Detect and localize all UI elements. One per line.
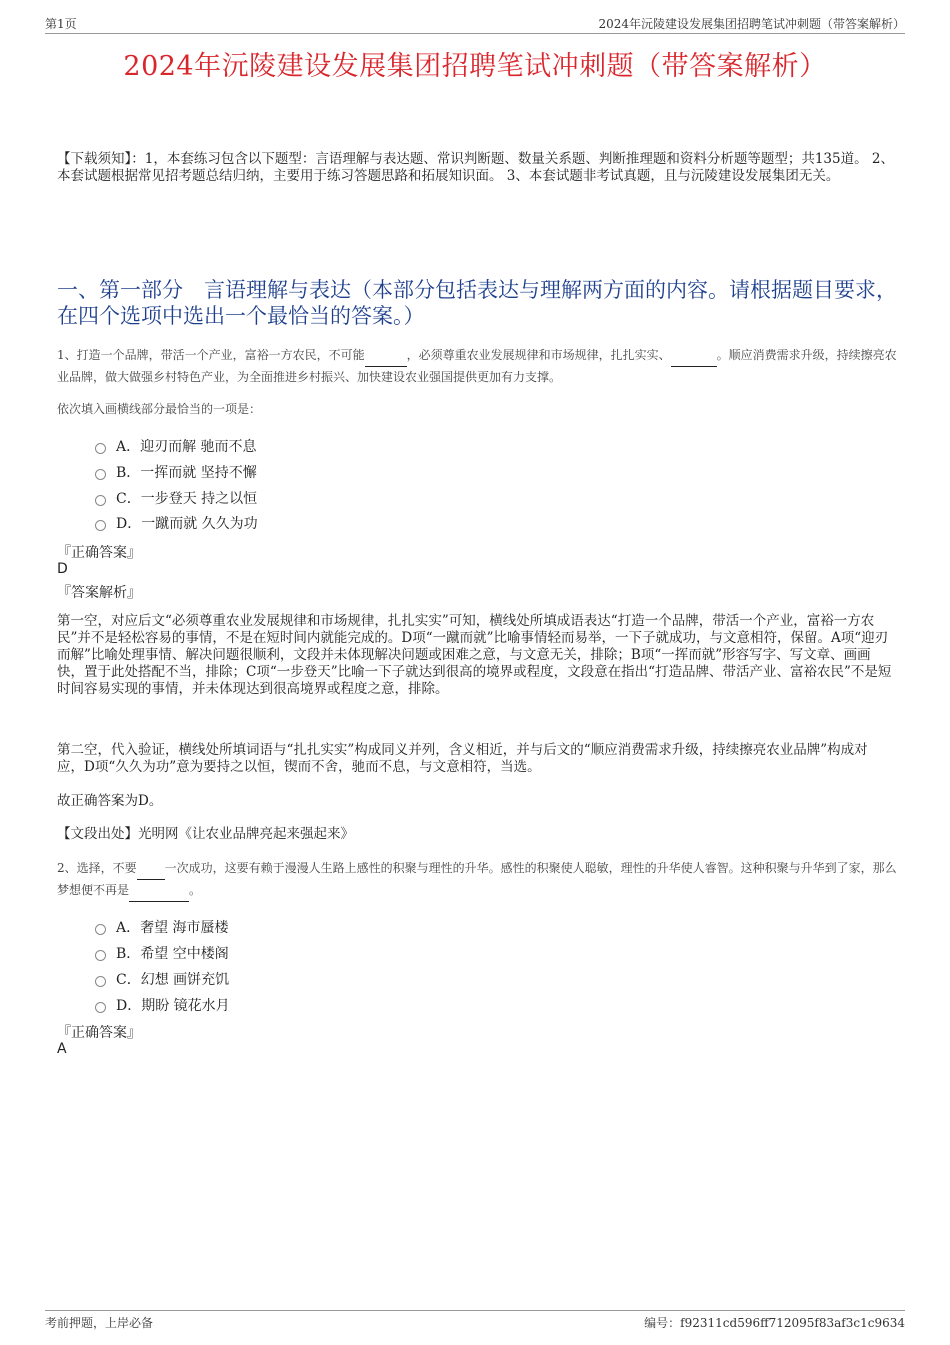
radio-icon[interactable] [95, 520, 106, 531]
q2-option-a[interactable] [95, 917, 229, 937]
option-label: C．一步登天 持之以恒 [116, 491, 258, 507]
document-id: 编号：f92311cd596ff712095f83af3c1c9634 [644, 1316, 905, 1330]
q2-option-c[interactable] [95, 969, 229, 989]
q2-blank-1 [137, 858, 165, 880]
radio-icon[interactable] [95, 976, 106, 987]
option-label: A．奢望 海市蜃楼 [116, 920, 229, 936]
document-title: 2024年沅陵建设发展集团招聘笔试冲刺题（带答案解析） [123, 51, 827, 82]
q1-analysis-paragraph-1: 第一空，对应后文“必须尊重农业发展规律和市场规律，扎扎实实”可知，横线处所填成语表达“打造一个品牌，带活一个产业，富裕一方农民”并不是轻松容易的事情，不是在短时间内就能完成的。D项“一蹴而就”比喻事情轻而易举，一下子就成功，与文意相符，保留。A项“迎刃而解”比喻处理事情、解决问题很顺利，文段并未体现解决问题或困难之意，与文意无关，排除；B项“一挥而就”形容写字、写文章、画画快，置于此处搭配不当，排除；C项“一步登天”比喻一下子就达到很高的境界或程度，文段意在指出“打造品牌、带活产业、富裕农民”不是短时间容易实现的事情，并未体现达到很高境界或程度之意，排除。 [57, 613, 892, 697]
download-notice: 【下载须知】：1，本套练习包含以下题型：言语理解与表达题、常识判断题、数量关系题、判断推理题和资料分析题等题型；共135道。 2、本套试题根据常见招考题总结归纳，主要用于练习答题思路和拓展知识面。 3、本套试题非考试真题，且与沅陵建设发展集团无关。 [57, 151, 894, 184]
q1-source: 【文段出处】光明网《让农业品牌亮起来强起来》 [57, 826, 354, 842]
q1-blank-1 [365, 345, 407, 367]
q1-analysis-label: 『答案解析』 [57, 585, 141, 601]
q2-blank-2 [129, 880, 189, 902]
q1-conclusion: 故正确答案为D。 [57, 793, 163, 809]
q1-stem-part-b: ，必须尊重农业发展规律和市场规律，扎扎实实、 [406, 348, 671, 362]
q1-option-a[interactable] [95, 436, 257, 456]
q1-option-b[interactable] [95, 462, 257, 482]
q1-analysis-paragraph-2: 第二空，代入验证，横线处所填词语与“扎扎实实”构成同义并列，含义相近，并与后文的“顺应消费需求升级，持续擦亮农业品牌”构成对应，D项“久久为功”意为要持之以恒，锲而不舍，驰而不息，与文意相符，当选。 [57, 742, 868, 775]
option-label: B．一挥而就 坚持不懈 [116, 465, 257, 481]
q2-option-d[interactable] [95, 995, 230, 1015]
header-divider [45, 33, 905, 34]
footer-slogan: 考前押题，上岸必备 [45, 1316, 154, 1330]
header-title: 2024年沅陵建设发展集团招聘笔试冲刺题（带答案解析） [598, 17, 905, 31]
section-heading: 一、第一部分 言语理解与表达（本部分包括表达与理解两方面的内容。请根据题目要求，在四个选项中选出一个最恰当的答案。） [57, 278, 897, 328]
q2-answer: A [57, 1041, 67, 1057]
page-number: 第1页 [45, 17, 77, 31]
q2-option-b[interactable] [95, 943, 229, 963]
q2-stem-part-a: 2、选择，不要 [57, 861, 137, 875]
q2-stem-part-b: 一次成功，这要有赖于漫漫人生路上感性的积聚与理性的升华。感性的积聚使人聪敏，理性的升华使人睿智。这种积聚与升华到了家，那么梦想便不再是 [57, 861, 897, 897]
radio-icon[interactable] [95, 950, 106, 961]
option-label: D．期盼 镜花水月 [116, 998, 230, 1014]
q1-answer: D [57, 561, 68, 577]
radio-icon[interactable] [95, 924, 106, 935]
q2-stem-part-c: 。 [189, 883, 202, 897]
q1-answer-label: 『正确答案』 [57, 545, 141, 561]
q1-option-d[interactable] [95, 513, 258, 533]
question-2-stem [57, 858, 897, 902]
question-1-stem [57, 345, 897, 388]
radio-icon[interactable] [95, 443, 106, 454]
radio-icon[interactable] [95, 469, 106, 480]
q1-option-c[interactable] [95, 488, 257, 508]
option-label: A．迎刃而解 驰而不息 [116, 439, 257, 455]
radio-icon[interactable] [95, 1002, 106, 1013]
q1-stem-part-a: 1、打造一个品牌，带活一个产业，富裕一方农民，不可能 [57, 348, 365, 362]
option-label: B．希望 空中楼阁 [116, 946, 229, 962]
footer-divider [45, 1310, 905, 1311]
option-label: D．一蹴而就 久久为功 [116, 516, 258, 532]
q2-answer-label: 『正确答案』 [57, 1025, 141, 1041]
q1-blank-2 [671, 345, 717, 367]
option-label: C．幻想 画饼充饥 [116, 972, 230, 988]
radio-icon[interactable] [95, 495, 106, 506]
q1-stem-part-c: 。顺应消费需求升级，持续擦亮农业品牌，做大做强乡村特色产业，为全面推进乡村振兴、加快建设农业强国提供更加有力支撑。 [57, 348, 897, 384]
q1-prompt: 依次填入画横线部分最恰当的一项是： [57, 402, 262, 416]
